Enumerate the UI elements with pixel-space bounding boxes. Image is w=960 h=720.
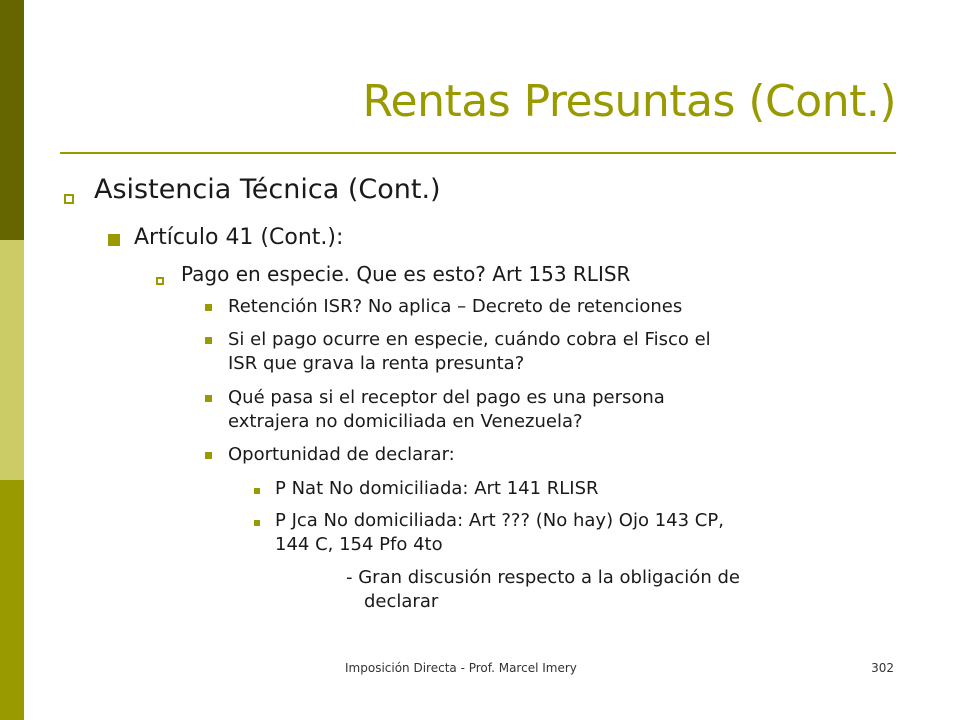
bullet-small-square-icon [254, 488, 260, 494]
sidebar-band-middle [0, 240, 24, 480]
page-number: 302 [871, 661, 894, 675]
bullet-square-icon [205, 452, 212, 459]
sidebar-decoration [0, 0, 24, 720]
bullet-solid-square-icon [108, 234, 120, 246]
bullet-level4-item3-line1: Qué pasa si el receptor del pago es una persona [228, 387, 665, 408]
bullet-level3: Pago en especie. Que es esto? Art 153 RLISR [181, 262, 631, 286]
note-line1: - Gran discusión respecto a la obligación de [346, 567, 740, 588]
footer-author: Imposición Directa - Prof. Marcel Imery [345, 661, 577, 675]
bullet-level5-item2-line2: 144 C, 154 Pfo 4to [275, 534, 443, 555]
sidebar-band-top [0, 0, 24, 240]
bullet-level4-item3-line2: extrajera no domiciliada en Venezuela? [228, 411, 583, 432]
bullet-level1: Asistencia Técnica (Cont.) [94, 174, 441, 205]
bullet-square-icon [205, 304, 212, 311]
bullet-small-square-icon [254, 520, 260, 526]
bullet-level4-item1: Retención ISR? No aplica – Decreto de retenciones [228, 296, 683, 317]
bullet-level4-item4: Oportunidad de declarar: [228, 444, 455, 465]
slide-title: Rentas Presuntas (Cont.) [362, 76, 896, 127]
bullet-level5-item1: P Nat No domiciliada: Art 141 RLISR [275, 478, 599, 499]
bullet-level5-item2-line1: P Jca No domiciliada: Art ??? (No hay) Ojo 143 CP, [275, 510, 724, 531]
title-underline [60, 152, 896, 154]
bullet-square-icon [205, 337, 212, 344]
bullet-small-hollow-square-icon [156, 277, 164, 285]
bullet-hollow-square-icon [64, 194, 74, 204]
bullet-level4-item2-line2: ISR que grava la renta presunta? [228, 353, 525, 374]
note-line2: declarar [364, 591, 439, 612]
bullet-level2: Artículo 41 (Cont.): [134, 225, 344, 250]
bullet-level4-item2-line1: Si el pago ocurre en especie, cuándo cobra el Fisco el [228, 329, 711, 350]
bullet-square-icon [205, 395, 212, 402]
sidebar-band-bottom [0, 480, 24, 720]
